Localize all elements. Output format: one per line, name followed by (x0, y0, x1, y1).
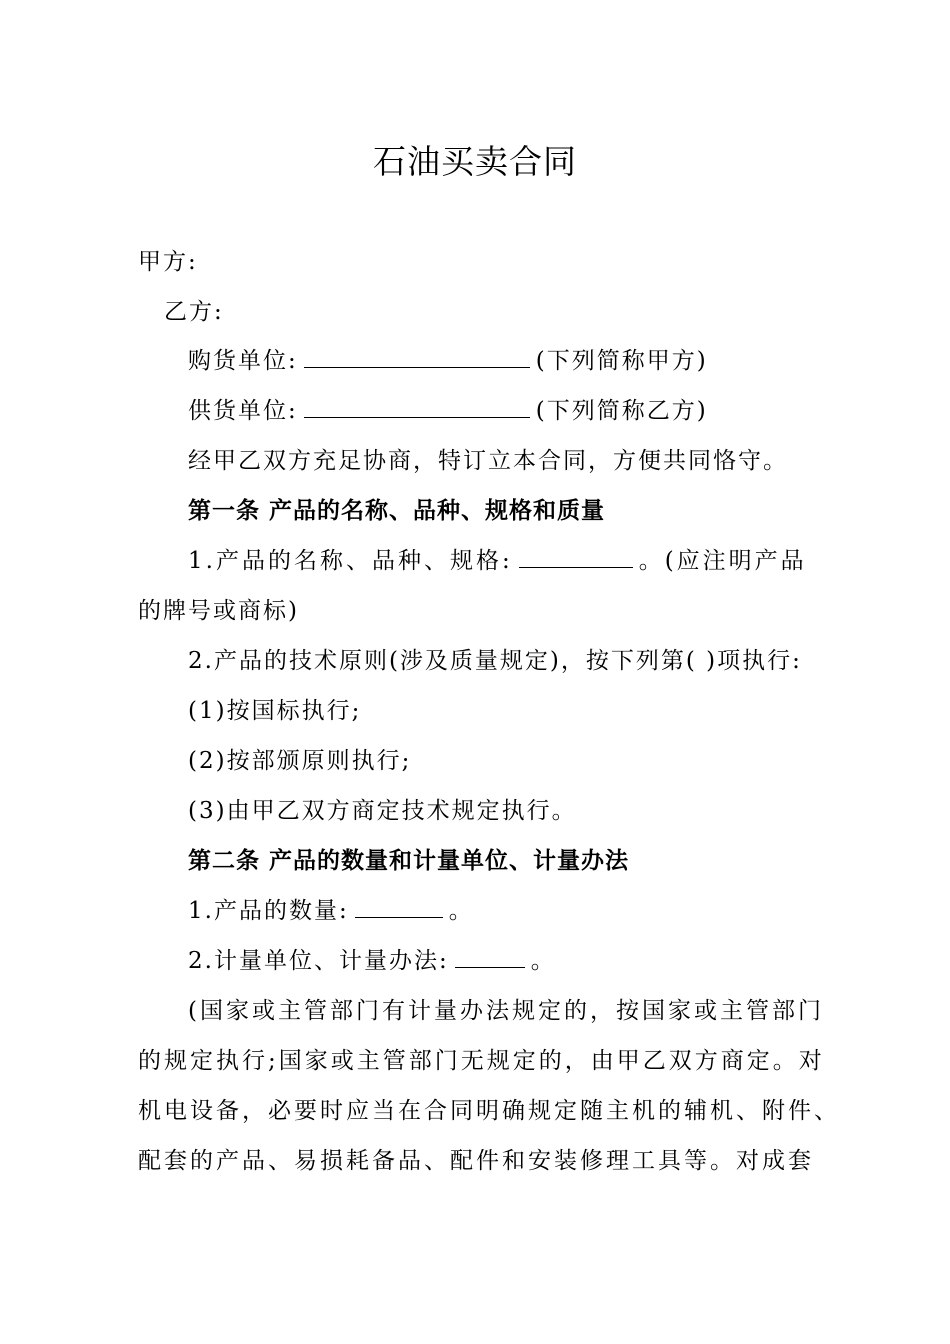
article1-item2: 2.产品的技术原则(涉及质量规定)，按下列第( )项执行: (188, 648, 802, 674)
supplier-label: 供货单位: (188, 398, 298, 424)
article2-item1-prefix: 1.产品的数量: (188, 898, 349, 924)
article2-heading: 第二条 产品的数量和计量单位、计量办法 (188, 847, 630, 874)
buyer-blank (304, 343, 530, 368)
article1-option1: (1)按国标执行; (188, 698, 362, 724)
article2-item2-blank (455, 943, 525, 968)
article2-note-line: 配套的产品、易损耗备品、配件和安装修理工具等。对成套 (138, 1148, 814, 1174)
article1-item1-blank (519, 543, 633, 568)
article1-option2: (2)按部颁原则执行; (188, 748, 412, 774)
article1-item1-cont: 的牌号或商标) (138, 598, 299, 624)
supplier-blank (304, 393, 530, 418)
buyer-label: 购货单位: (188, 348, 298, 374)
article1-heading: 第一条 产品的名称、品种、规格和质量 (188, 497, 606, 524)
article1-option3: (3)由甲乙双方商定技术规定执行。 (188, 798, 577, 824)
party-b-label: 乙方: (164, 299, 224, 325)
supplier-suffix: (下列简称乙方) (535, 398, 708, 424)
article2-item2-prefix: 2.计量单位、计量办法: (188, 948, 449, 974)
buyer-suffix: (下列简称甲方) (535, 348, 708, 374)
article2-item2 (188, 943, 556, 979)
article2-item1-blank (355, 893, 443, 918)
article1-item1-suffix: 。(应注明产品 (638, 548, 807, 574)
party-a-label: 甲方: (138, 249, 198, 275)
article2-note-line: (国家或主管部门有计量办法规定的，按国家或主管部门 (188, 998, 824, 1024)
article1-item1 (188, 543, 807, 579)
article1-item1-prefix: 1.产品的名称、品种、规格: (188, 548, 513, 574)
article2-note-line: 的规定执行;国家或主管部门无规定的，由甲乙双方商定。对 (138, 1048, 825, 1074)
document-title: 石油买卖合同 (373, 142, 577, 181)
supplier-line (188, 393, 708, 429)
buyer-line (188, 343, 708, 379)
article2-item2-suffix: 。 (530, 948, 556, 974)
intro-text: 经甲乙双方充足协商，特订立本合同，方便共同恪守。 (188, 448, 788, 474)
article2-item1 (188, 893, 474, 929)
article2-item1-suffix: 。 (448, 898, 474, 924)
article2-note-line: 机电设备，必要时应当在合同明确规定随主机的辅机、附件、 (138, 1098, 840, 1124)
